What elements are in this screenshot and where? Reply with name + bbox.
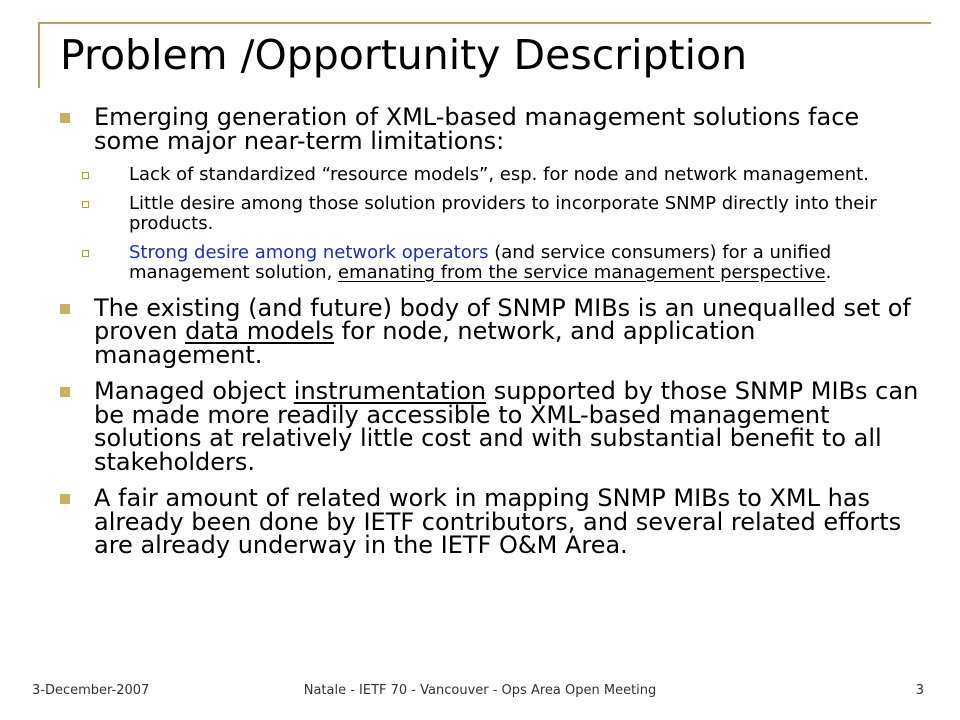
sub-bullet-item-snmp-desire xyxy=(60,194,920,235)
square-bullet-icon xyxy=(60,113,70,123)
footer-date: 3-December-2007 xyxy=(32,683,150,698)
sub-bullet-item-resource-models xyxy=(60,165,920,186)
highlighted-text: Strong desire among network operators xyxy=(129,241,489,263)
bullet-text: A fair amount of related work in mapping SNMP MIBs to XML has already been done by IETF contributors, and several related efforts are already underway in the IETF O&M Area. xyxy=(94,484,902,559)
slide-body xyxy=(60,103,920,571)
sub-bullet-item-unified-management xyxy=(60,243,920,284)
underlined-text: emanating from the service management perspective xyxy=(338,262,826,283)
sub-bullet-text-end: . xyxy=(825,262,832,283)
bullet-item-related-work xyxy=(60,484,920,559)
footer-page-number: 3 xyxy=(915,683,924,698)
sub-bullet-text: Little desire among those solution providers to incorporate SNMP directly into their products. xyxy=(129,192,877,234)
hollow-square-bullet-icon xyxy=(82,201,89,208)
bullet-text-end: supported by those SNMP MIBs can be made more readily accessible to XML-based management solutions at relatively little cost and with substantial benefit to all stakeholders. xyxy=(94,377,919,476)
bullet-text-end: for node, network, and application management. xyxy=(94,317,756,369)
bullet-text: The existing (and future) body of SNMP MIBs is an unequalled set of proven xyxy=(94,293,911,345)
slide-frame-left-rule xyxy=(38,22,40,88)
bullet-item-xml-solutions xyxy=(60,103,920,284)
square-bullet-icon xyxy=(60,494,70,504)
sub-bullet-text: Lack of standardized “resource models”, esp. for node and network management. xyxy=(129,164,869,185)
hollow-square-bullet-icon xyxy=(82,250,89,257)
square-bullet-icon xyxy=(60,304,70,314)
bullet-text: Emerging generation of XML-based management solutions face some major near-term limitations: xyxy=(94,103,860,155)
bullet-text: Managed object xyxy=(94,377,294,405)
underlined-text: instrumentation xyxy=(293,377,487,405)
hollow-square-bullet-icon xyxy=(82,172,89,179)
slide-frame-top-rule xyxy=(38,22,931,24)
bullet-item-instrumentation xyxy=(60,377,920,476)
footer-presentation-info: Natale - IETF 70 - Vancouver - Ops Area Open Meeting xyxy=(303,683,657,698)
square-bullet-icon xyxy=(60,387,70,397)
slide-title: Problem /Opportunity Description xyxy=(60,31,748,79)
bullet-item-snmp-mibs xyxy=(60,293,920,369)
underlined-text: data models xyxy=(185,317,334,345)
sub-bullet-text: (and service consumers) for a unified management solution, xyxy=(129,241,832,283)
sub-bullet-list xyxy=(94,165,920,284)
